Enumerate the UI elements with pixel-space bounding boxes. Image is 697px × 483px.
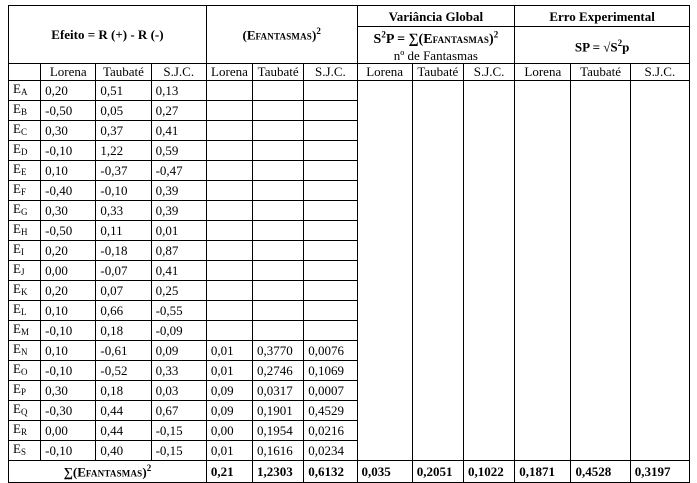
empty-cell xyxy=(571,401,630,421)
empty-cell xyxy=(571,361,630,381)
efeito-value: 0,00 xyxy=(41,421,96,441)
empty-cell xyxy=(571,201,630,221)
efeito-value: 0,18 xyxy=(96,381,151,401)
efeito-value: -0,61 xyxy=(96,341,151,361)
fantasma-value xyxy=(304,181,357,201)
empty-cell xyxy=(463,181,514,201)
empty-cell xyxy=(630,261,689,281)
empty-cell xyxy=(515,401,571,421)
efeito-value: 0,10 xyxy=(41,301,96,321)
efeito-value: 0,20 xyxy=(41,241,96,261)
empty-cell xyxy=(357,181,412,201)
efeito-value: -0,47 xyxy=(151,161,206,181)
empty-cell xyxy=(357,121,412,141)
empty-cell xyxy=(412,201,463,221)
row-label: $E_Q$ xyxy=(9,401,41,421)
col-taubate: Taubaté xyxy=(253,63,304,81)
fantasma-value xyxy=(206,141,252,161)
variancia-formula: $S^2P$ = ∑(EFANTASMAS)$^2$ nº de Fantasmas xyxy=(357,27,515,64)
efeito-value: 0,33 xyxy=(151,361,206,381)
efeito-value: 0,20 xyxy=(41,81,96,101)
efeito-value: 0,59 xyxy=(151,141,206,161)
table-row xyxy=(9,381,690,401)
empty-cell xyxy=(412,141,463,161)
empty-cell xyxy=(412,381,463,401)
fantasma-value xyxy=(206,321,252,341)
fantasma-value xyxy=(206,101,252,121)
fantasma-value xyxy=(206,281,252,301)
row-label: $E_L$ xyxy=(9,301,41,321)
empty-cell xyxy=(515,301,571,321)
row-label: $E_I$ xyxy=(9,241,41,261)
fantasma-value: 0,1069 xyxy=(304,361,357,381)
efeito-value: -0,50 xyxy=(41,101,96,121)
fantasma-value xyxy=(253,301,304,321)
fantasma-value xyxy=(253,101,304,121)
efeito-value: -0,15 xyxy=(151,421,206,441)
empty-cell xyxy=(357,281,412,301)
row-label: $E_P$ xyxy=(9,381,41,401)
empty-cell xyxy=(463,201,514,221)
empty-cell xyxy=(463,301,514,321)
efeito-value: 1,22 xyxy=(96,141,151,161)
efeito-value: -0,10 xyxy=(41,441,96,461)
fantasma-value xyxy=(253,181,304,201)
fantasma-value: 0,0076 xyxy=(304,341,357,361)
efeito-value: 0,30 xyxy=(41,381,96,401)
efeito-value: 0,03 xyxy=(151,381,206,401)
table-wrapper xyxy=(8,5,690,483)
empty-cell xyxy=(515,341,571,361)
efeito-value: 0,20 xyxy=(41,281,96,301)
fantasma-value: 0,01 xyxy=(206,341,252,361)
fantasma-value xyxy=(253,161,304,181)
empty-cell xyxy=(357,341,412,361)
fantasma-value: 0,1616 xyxy=(253,441,304,461)
efeito-value: 0,33 xyxy=(96,201,151,221)
fantasma-value xyxy=(304,261,357,281)
row-label: $E_H$ xyxy=(9,221,41,241)
fantasma-value xyxy=(206,181,252,201)
fantasma-value xyxy=(253,281,304,301)
total-fant-value: 0,21 xyxy=(206,461,252,482)
empty-cell xyxy=(412,181,463,201)
table-row xyxy=(9,221,690,241)
row-label: $E_E$ xyxy=(9,161,41,181)
efeito-value: 0,18 xyxy=(96,321,151,341)
row-label: $E_S$ xyxy=(9,441,41,461)
empty-cell xyxy=(571,341,630,361)
fantasma-value xyxy=(206,261,252,281)
empty-cell xyxy=(515,181,571,201)
table-row xyxy=(9,301,690,321)
empty-cell xyxy=(463,361,514,381)
total-variancia-value: 0,035 xyxy=(357,461,412,482)
empty-cell xyxy=(630,101,689,121)
empty-cell xyxy=(630,301,689,321)
totals-row xyxy=(9,461,690,482)
empty-cell xyxy=(463,221,514,241)
fantasmas-header: (EFANTASMAS)$^2$ xyxy=(206,6,357,64)
fantasma-value: 0,09 xyxy=(206,381,252,401)
empty-cell xyxy=(463,341,514,361)
empty-cell xyxy=(412,161,463,181)
col-taubate: Taubaté xyxy=(412,63,463,81)
efeito-value: 0,41 xyxy=(151,261,206,281)
empty-cell xyxy=(412,341,463,361)
efeito-value: 0,05 xyxy=(96,101,151,121)
empty-cell xyxy=(571,101,630,121)
col-lorena: Lorena xyxy=(206,63,252,81)
empty-cell xyxy=(630,141,689,161)
table-row xyxy=(9,441,690,461)
efeito-value: 0,10 xyxy=(41,341,96,361)
col-sjc: S.J.C. xyxy=(151,63,206,81)
efeito-value: 0,40 xyxy=(96,441,151,461)
fantasma-value xyxy=(253,121,304,141)
empty-cell xyxy=(571,241,630,261)
empty-cell xyxy=(515,441,571,461)
table-row xyxy=(9,361,690,381)
efeito-value: -0,50 xyxy=(41,221,96,241)
row-label: $E_O$ xyxy=(9,361,41,381)
fantasma-value: 0,0007 xyxy=(304,381,357,401)
empty-cell xyxy=(515,81,571,101)
fantasma-value xyxy=(304,321,357,341)
fantasma-value: 0,01 xyxy=(206,361,252,381)
empty-cell xyxy=(515,141,571,161)
empty-cell xyxy=(357,101,412,121)
total-variancia-value: 0,1022 xyxy=(463,461,514,482)
empty-cell xyxy=(463,321,514,341)
fantasma-value xyxy=(253,261,304,281)
fantasma-value xyxy=(304,101,357,121)
table-row xyxy=(9,101,690,121)
empty-cell xyxy=(463,241,514,261)
efeito-value: 0,39 xyxy=(151,181,206,201)
empty-cell xyxy=(357,221,412,241)
empty-cell xyxy=(463,381,514,401)
fantasma-value xyxy=(206,81,252,101)
empty-cell xyxy=(357,201,412,221)
fantasma-value: 0,4529 xyxy=(304,401,357,421)
efeito-value: -0,07 xyxy=(96,261,151,281)
empty-cell xyxy=(571,161,630,181)
table-row xyxy=(9,161,690,181)
empty-cell xyxy=(357,401,412,421)
empty-cell xyxy=(571,441,630,461)
empty-cell xyxy=(357,381,412,401)
total-variancia-value: 0,2051 xyxy=(412,461,463,482)
efeito-value: -0,18 xyxy=(96,241,151,261)
empty-cell xyxy=(630,321,689,341)
total-erro-value: 0,3197 xyxy=(630,461,689,482)
empty-cell xyxy=(515,161,571,181)
efeito-value: -0,10 xyxy=(41,141,96,161)
empty-cell xyxy=(571,381,630,401)
efeito-value: 0,67 xyxy=(151,401,206,421)
empty-cell xyxy=(463,261,514,281)
efeito-value: 0,44 xyxy=(96,401,151,421)
empty-cell xyxy=(412,281,463,301)
fantasma-value xyxy=(304,241,357,261)
efeito-value: 0,37 xyxy=(96,121,151,141)
empty-cell xyxy=(630,221,689,241)
empty-cell xyxy=(515,101,571,121)
col-lorena: Lorena xyxy=(357,63,412,81)
table-row xyxy=(9,321,690,341)
table-row xyxy=(9,121,690,141)
empty-cell xyxy=(463,421,514,441)
row-label: $E_C$ xyxy=(9,121,41,141)
efeito-value: -0,09 xyxy=(151,321,206,341)
row-label: $E_B$ xyxy=(9,101,41,121)
table-row xyxy=(9,141,690,161)
empty-cell xyxy=(515,381,571,401)
table-row xyxy=(9,261,690,281)
empty-cell xyxy=(571,181,630,201)
efeito-value: 0,30 xyxy=(41,201,96,221)
fantasma-value: 0,1901 xyxy=(253,401,304,421)
empty-cell xyxy=(412,441,463,461)
empty-cell xyxy=(463,441,514,461)
empty-cell xyxy=(463,401,514,421)
fantasma-value xyxy=(253,241,304,261)
row-label: $E_K$ xyxy=(9,281,41,301)
table-row xyxy=(9,341,690,361)
empty-cell xyxy=(357,321,412,341)
table-row xyxy=(9,401,690,421)
empty-cell xyxy=(571,281,630,301)
erro-formula: SP = $√S^2p$ xyxy=(515,27,690,64)
empty-cell xyxy=(630,401,689,421)
fantasma-value: 0,00 xyxy=(206,421,252,441)
table-row xyxy=(9,421,690,441)
efeito-value: 0,41 xyxy=(151,121,206,141)
empty-cell xyxy=(463,121,514,141)
efeito-value: 0,00 xyxy=(41,261,96,281)
efeito-value: 0,87 xyxy=(151,241,206,261)
fantasma-value: 0,01 xyxy=(206,441,252,461)
fantasma-value xyxy=(206,241,252,261)
fantasma-value xyxy=(253,141,304,161)
efeito-value: 0,44 xyxy=(96,421,151,441)
col-sjc: S.J.C. xyxy=(463,63,514,81)
empty-cell xyxy=(357,161,412,181)
fantasma-value xyxy=(304,221,357,241)
total-erro-value: 0,1871 xyxy=(515,461,571,482)
efeito-value: 0,07 xyxy=(96,281,151,301)
empty-cell xyxy=(412,421,463,441)
efeito-value: 0,66 xyxy=(96,301,151,321)
efeito-value: -0,40 xyxy=(41,181,96,201)
empty-cell xyxy=(463,81,514,101)
empty-cell xyxy=(630,161,689,181)
empty-cell xyxy=(412,401,463,421)
results-table xyxy=(8,5,690,483)
empty-cell xyxy=(571,321,630,341)
empty-cell xyxy=(630,381,689,401)
row-label: $E_M$ xyxy=(9,321,41,341)
col-sjc: S.J.C. xyxy=(630,63,689,81)
empty-cell xyxy=(630,341,689,361)
empty-cell xyxy=(412,221,463,241)
empty-cell xyxy=(571,261,630,281)
col-taubate: Taubaté xyxy=(571,63,630,81)
fantasma-value: 0,1954 xyxy=(253,421,304,441)
efeito-value: -0,30 xyxy=(41,401,96,421)
empty-cell xyxy=(412,241,463,261)
fantasma-value xyxy=(253,221,304,241)
fantasma-value: 0,3770 xyxy=(253,341,304,361)
empty-cell xyxy=(630,241,689,261)
efeito-value: 0,10 xyxy=(41,161,96,181)
empty-cell xyxy=(412,121,463,141)
empty-cell xyxy=(412,301,463,321)
row-label: $E_A$ xyxy=(9,81,41,101)
empty-cell xyxy=(630,441,689,461)
fantasma-value xyxy=(304,301,357,321)
empty-cell xyxy=(412,261,463,281)
efeito-value: 0,51 xyxy=(96,81,151,101)
empty-cell xyxy=(357,141,412,161)
corner-cell xyxy=(9,63,41,81)
fantasma-value xyxy=(206,301,252,321)
empty-cell xyxy=(515,321,571,341)
col-sjc: S.J.C. xyxy=(304,63,357,81)
efeito-value: -0,10 xyxy=(96,181,151,201)
efeito-value: -0,52 xyxy=(96,361,151,381)
empty-cell xyxy=(463,281,514,301)
empty-cell xyxy=(357,81,412,101)
empty-cell xyxy=(357,361,412,381)
col-taubate: Taubaté xyxy=(96,63,151,81)
empty-cell xyxy=(463,141,514,161)
erro-title: Erro Experimental xyxy=(515,6,690,27)
empty-cell xyxy=(515,121,571,141)
empty-cell xyxy=(412,361,463,381)
fantasma-value xyxy=(304,121,357,141)
efeito-value: 0,01 xyxy=(151,221,206,241)
empty-cell xyxy=(357,241,412,261)
efeito-value: 0,25 xyxy=(151,281,206,301)
table-row xyxy=(9,81,690,101)
fantasma-value: 0,09 xyxy=(206,401,252,421)
efeito-value: 0,11 xyxy=(96,221,151,241)
empty-cell xyxy=(515,361,571,381)
totals-label: ∑(EFANTASMAS)$^2$ xyxy=(9,461,207,482)
row-label: $E_R$ xyxy=(9,421,41,441)
efeito-header: Efeito = R (+) - R (-) xyxy=(9,6,207,64)
empty-cell xyxy=(515,261,571,281)
fantasma-value: 0,0234 xyxy=(304,441,357,461)
empty-cell xyxy=(515,421,571,441)
empty-cell xyxy=(571,141,630,161)
fantasma-value xyxy=(206,221,252,241)
fantasma-value: 0,0216 xyxy=(304,421,357,441)
variancia-title: Variância Global xyxy=(357,6,515,27)
fantasma-value xyxy=(304,201,357,221)
empty-cell xyxy=(515,221,571,241)
row-label: $E_J$ xyxy=(9,261,41,281)
total-fant-value: 0,6132 xyxy=(304,461,357,482)
col-lorena: Lorena xyxy=(41,63,96,81)
efeito-value: 0,30 xyxy=(41,121,96,141)
col-lorena: Lorena xyxy=(515,63,571,81)
fantasma-value xyxy=(304,281,357,301)
fantasma-value xyxy=(206,201,252,221)
empty-cell xyxy=(515,281,571,301)
efeito-value: -0,55 xyxy=(151,301,206,321)
empty-cell xyxy=(463,161,514,181)
row-label: $E_D$ xyxy=(9,141,41,161)
empty-cell xyxy=(630,361,689,381)
fantasma-value xyxy=(206,161,252,181)
empty-cell xyxy=(571,301,630,321)
empty-cell xyxy=(630,181,689,201)
table-row xyxy=(9,281,690,301)
empty-cell xyxy=(571,421,630,441)
empty-cell xyxy=(357,421,412,441)
fantasma-value: 0,0317 xyxy=(253,381,304,401)
fantasma-value xyxy=(304,81,357,101)
efeito-value: -0,37 xyxy=(96,161,151,181)
fantasma-value xyxy=(253,321,304,341)
empty-cell xyxy=(571,81,630,101)
efeito-value: -0,10 xyxy=(41,321,96,341)
empty-cell xyxy=(412,101,463,121)
empty-cell xyxy=(515,201,571,221)
fantasma-value xyxy=(206,121,252,141)
empty-cell xyxy=(357,301,412,321)
empty-cell xyxy=(630,421,689,441)
empty-cell xyxy=(412,321,463,341)
fantasma-value: 0,2746 xyxy=(253,361,304,381)
fantasma-value xyxy=(253,201,304,221)
empty-cell xyxy=(630,121,689,141)
empty-cell xyxy=(463,101,514,121)
total-fant-value: 1,2303 xyxy=(253,461,304,482)
row-label: $E_F$ xyxy=(9,181,41,201)
efeito-value: -0,10 xyxy=(41,361,96,381)
efeito-value: -0,15 xyxy=(151,441,206,461)
empty-cell xyxy=(630,201,689,221)
empty-cell xyxy=(412,81,463,101)
efeito-value: 0,09 xyxy=(151,341,206,361)
table-row xyxy=(9,201,690,221)
fantasma-value xyxy=(304,141,357,161)
row-label: $E_G$ xyxy=(9,201,41,221)
fantasma-value xyxy=(304,161,357,181)
empty-cell xyxy=(357,261,412,281)
empty-cell xyxy=(630,281,689,301)
empty-cell xyxy=(357,441,412,461)
table-row xyxy=(9,181,690,201)
empty-cell xyxy=(630,81,689,101)
fantasma-value xyxy=(253,81,304,101)
efeito-value: 0,13 xyxy=(151,81,206,101)
empty-cell xyxy=(571,121,630,141)
table-row xyxy=(9,241,690,261)
row-label: $E_N$ xyxy=(9,341,41,361)
empty-cell xyxy=(571,221,630,241)
empty-cell xyxy=(515,241,571,261)
total-erro-value: 0,4528 xyxy=(571,461,630,482)
efeito-value: 0,27 xyxy=(151,101,206,121)
efeito-value: 0,39 xyxy=(151,201,206,221)
